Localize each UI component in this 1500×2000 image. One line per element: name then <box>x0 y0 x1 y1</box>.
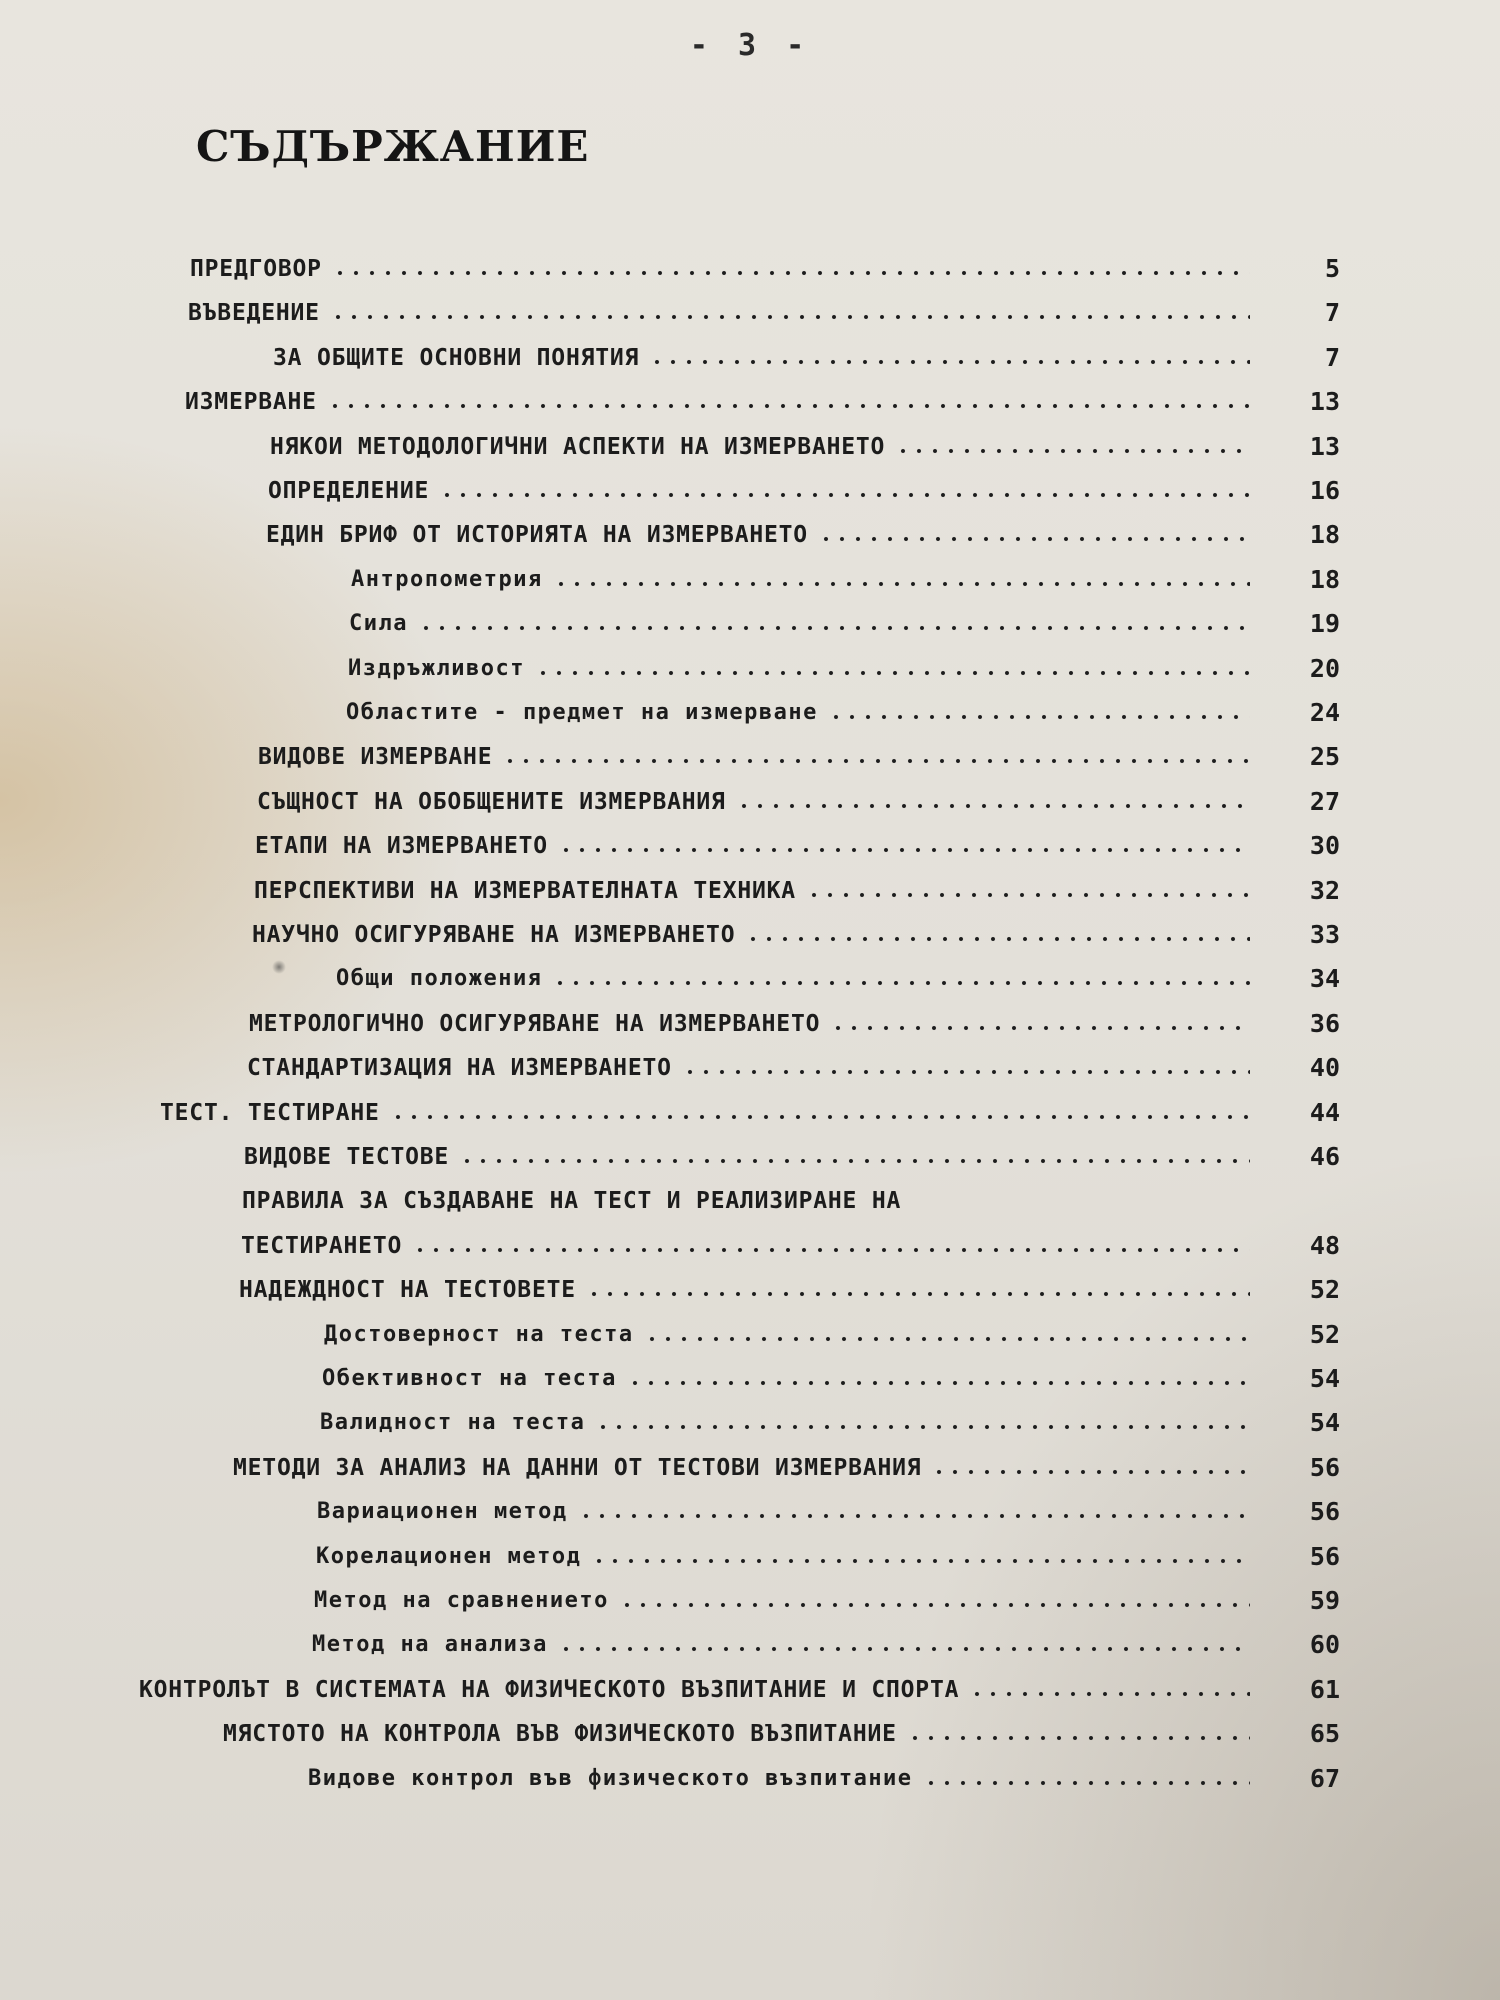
toc-entry[interactable] <box>270 422 1340 462</box>
toc-entry[interactable] <box>249 999 1340 1039</box>
toc-entry[interactable] <box>233 1443 1340 1483</box>
toc-page-number: 32 <box>1309 876 1340 905</box>
toc-page-number: 65 <box>1309 1719 1340 1748</box>
toc-page-number: 5 <box>1324 254 1340 283</box>
toc-entry[interactable] <box>316 1532 1340 1572</box>
dot-leader <box>682 1069 1250 1075</box>
toc-entry[interactable] <box>312 1620 1340 1660</box>
toc-page-number: 48 <box>1309 1231 1340 1260</box>
dot-leader <box>578 1513 1250 1519</box>
toc-page-number: 25 <box>1309 742 1340 771</box>
dot-leader <box>923 1780 1250 1786</box>
dot-leader <box>931 1469 1250 1475</box>
toc-entry-title: Областите - предмет на измерване <box>346 700 818 725</box>
dot-leader <box>736 803 1250 809</box>
toc-entry-title: НАДЕЖДНОСТ НА ТЕСТОВЕТЕ <box>239 1277 576 1303</box>
toc-entry-title: НЯКОИ МЕТОДОЛОГИЧНИ АСПЕКТИ НА ИЗМЕРВАНЕТО <box>270 434 886 460</box>
toc-entry[interactable] <box>336 954 1340 994</box>
toc-entry[interactable] <box>244 1132 1340 1172</box>
toc-entry-title: ОПРЕДЕЛЕНИЕ <box>268 478 430 504</box>
toc-entry[interactable] <box>320 1398 1340 1438</box>
toc-entry[interactable] <box>241 1221 1340 1261</box>
toc-entry[interactable] <box>268 466 1340 506</box>
toc-entry-title: СТАНДАРТИЗАЦИЯ НА ИЗМЕРВАНЕТО <box>247 1055 672 1081</box>
dot-leader <box>595 1424 1250 1430</box>
toc-entry-title: ПЕРСПЕКТИВИ НА ИЗМЕРВАТЕЛНАТА ТЕХНИКА <box>254 878 796 904</box>
dot-leader <box>553 581 1250 587</box>
toc-entry-title: ПРЕДГОВОР <box>190 256 322 282</box>
toc-entry-title: ТЕСТ. ТЕСТИРАНЕ <box>160 1100 380 1126</box>
toc-page-number: 60 <box>1309 1630 1340 1659</box>
toc-entry[interactable] <box>255 821 1340 861</box>
toc-entry-title: ВИДОВЕ ИЗМЕРВАНЕ <box>258 744 493 770</box>
dot-leader <box>907 1735 1250 1741</box>
toc-entry-title: Корелационен метод <box>316 1544 582 1569</box>
toc-page-number: 7 <box>1324 298 1340 327</box>
toc-page-number: 33 <box>1309 920 1340 949</box>
toc-page-number: 54 <box>1309 1408 1340 1437</box>
toc-page-number: 18 <box>1309 565 1340 594</box>
toc-entry[interactable] <box>351 555 1340 595</box>
toc-entry[interactable] <box>190 244 1340 284</box>
toc-entry-title: Достоверност на теста <box>324 1322 634 1347</box>
dot-leader <box>502 758 1250 764</box>
toc-entry-title: ТЕСТИРАНЕТО <box>241 1233 403 1259</box>
dot-leader <box>649 359 1250 365</box>
toc-page-number: 61 <box>1309 1675 1340 1704</box>
toc-page-number: 18 <box>1309 520 1340 549</box>
toc-page-number: 44 <box>1309 1098 1340 1127</box>
toc-entry[interactable] <box>223 1709 1340 1749</box>
dot-leader <box>332 270 1250 276</box>
dot-leader <box>558 1646 1250 1652</box>
dot-leader <box>591 1558 1250 1564</box>
dot-leader <box>818 536 1250 542</box>
toc-entry[interactable] <box>257 777 1340 817</box>
toc-entry-title: ВИДОВЕ ТЕСТОВЕ <box>244 1144 450 1170</box>
toc-entry-title: ИЗМЕРВАНЕ <box>185 389 317 415</box>
toc-page-number: 54 <box>1309 1364 1340 1393</box>
dot-leader <box>535 670 1250 676</box>
toc-page-number: 16 <box>1309 476 1340 505</box>
dot-leader <box>644 1336 1250 1342</box>
table-of-contents <box>0 244 1500 1824</box>
dot-leader <box>439 492 1250 498</box>
toc-entry[interactable] <box>188 288 1340 328</box>
toc-page-number: 13 <box>1309 387 1340 416</box>
toc-page-number: 7 <box>1324 343 1340 372</box>
toc-entry-title: Метод на анализа <box>312 1632 548 1657</box>
toc-entry-title: Обективност на теста <box>322 1366 617 1391</box>
dot-leader <box>828 714 1250 720</box>
toc-page-number: 46 <box>1309 1142 1340 1171</box>
toc-page-number: 34 <box>1309 964 1340 993</box>
toc-entry-title: ЕДИН БРИФ ОТ ИСТОРИЯТА НА ИЗМЕРВАНЕТО <box>266 522 808 548</box>
dot-leader <box>330 314 1250 320</box>
toc-entry-title: МЯСТОТО НА КОНТРОЛА ВЪВ ФИЗИЧЕСКОТО ВЪЗПИТАНИЕ <box>223 1721 897 1747</box>
toc-page-number: 56 <box>1309 1453 1340 1482</box>
toc-page-number: 19 <box>1309 609 1340 638</box>
toc-entry-title: ЗА ОБЩИТЕ ОСНОВНИ ПОНЯТИЯ <box>273 345 640 371</box>
toc-page-number: 13 <box>1309 432 1340 461</box>
toc-page-number: 56 <box>1309 1542 1340 1571</box>
toc-entry-title: НАУЧНО ОСИГУРЯВАНЕ НА ИЗМЕРВАНЕТО <box>252 922 736 948</box>
toc-entry-title: Издръжливост <box>348 656 525 681</box>
toc-entry[interactable] <box>239 1265 1340 1305</box>
toc-page-number: 40 <box>1309 1053 1340 1082</box>
toc-page-number: 27 <box>1309 787 1340 816</box>
toc-entry-title: Метод на сравнението <box>314 1588 609 1613</box>
dot-leader <box>327 403 1250 409</box>
toc-entry[interactable] <box>160 1088 1340 1128</box>
toc-entry[interactable] <box>346 688 1340 728</box>
dot-leader <box>627 1380 1250 1386</box>
dot-leader <box>552 980 1250 986</box>
dot-leader <box>895 448 1250 454</box>
toc-entry[interactable] <box>324 1310 1340 1350</box>
toc-entry[interactable] <box>247 1043 1340 1083</box>
toc-entry-title: Видове контрол във физическото възпитание <box>308 1766 913 1791</box>
toc-entry-title: ВЪВЕДЕНИЕ <box>188 300 320 326</box>
toc-entry-title: ПРАВИЛА ЗА СЪЗДАВАНЕ НА ТЕСТ И РЕАЛИЗИРАНЕ НА <box>242 1188 902 1214</box>
toc-entry-title: ЕТАПИ НА ИЗМЕРВАНЕТО <box>255 833 548 859</box>
dot-leader <box>418 625 1250 631</box>
toc-entry-title: СЪЩНОСТ НА ОБОБЩЕНИТЕ ИЗМЕРВАНИЯ <box>257 789 726 815</box>
toc-entry-title: Валидност на теста <box>320 1410 586 1435</box>
toc-page-number: 36 <box>1309 1009 1340 1038</box>
page-title: СЪДЪРЖАНИЕ <box>196 122 590 171</box>
toc-entry-title: МЕТРОЛОГИЧНО ОСИГУРЯВАНЕ НА ИЗМЕРВАНЕТО <box>249 1011 821 1037</box>
toc-entry-title: Общи положения <box>336 966 543 991</box>
toc-page-number: 52 <box>1309 1275 1340 1304</box>
toc-page-number: 67 <box>1309 1764 1340 1793</box>
toc-page-number: 24 <box>1309 698 1340 727</box>
toc-page-number: 56 <box>1309 1497 1340 1526</box>
dot-leader <box>806 892 1250 898</box>
dot-leader <box>830 1025 1250 1031</box>
toc-entry-title: КОНТРОЛЪТ В СИСТЕМАТА НА ФИЗИЧЕСКОТО ВЪЗПИТАНИЕ И СПОРТА <box>139 1677 960 1703</box>
dot-leader <box>969 1691 1250 1697</box>
dot-leader <box>558 847 1250 853</box>
toc-entry[interactable] <box>322 1354 1340 1394</box>
toc-entry[interactable] <box>317 1487 1340 1527</box>
toc-page-number: 20 <box>1309 654 1340 683</box>
toc-entry[interactable] <box>273 333 1340 373</box>
toc-entry-title: Вариационен метод <box>317 1499 568 1524</box>
toc-page-number: 52 <box>1309 1320 1340 1349</box>
toc-entry[interactable] <box>185 377 1340 417</box>
toc-entry[interactable] <box>314 1576 1340 1616</box>
toc-entry[interactable] <box>349 599 1340 639</box>
toc-entry[interactable] <box>308 1754 1340 1794</box>
dot-leader <box>619 1602 1250 1608</box>
toc-entry[interactable] <box>252 910 1340 950</box>
toc-entry[interactable] <box>242 1176 1340 1216</box>
toc-page-number: 30 <box>1309 831 1340 860</box>
toc-entry-title: Сила <box>349 611 408 636</box>
page-number: - 3 - <box>689 28 811 63</box>
toc-entry-title: Антропометрия <box>351 567 543 592</box>
toc-entry[interactable] <box>266 510 1340 550</box>
toc-entry[interactable] <box>258 732 1340 772</box>
toc-page-number: 59 <box>1309 1586 1340 1615</box>
toc-entry[interactable] <box>348 644 1340 684</box>
toc-entry[interactable] <box>139 1665 1340 1705</box>
dot-leader <box>459 1158 1250 1164</box>
dot-leader <box>586 1291 1250 1297</box>
dot-leader <box>390 1114 1250 1120</box>
toc-entry-title: МЕТОДИ ЗА АНАЛИЗ НА ДАННИ ОТ ТЕСТОВИ ИЗМЕРВАНИЯ <box>233 1455 922 1481</box>
dot-leader <box>745 936 1250 942</box>
toc-entry[interactable] <box>254 866 1340 906</box>
dot-leader <box>412 1247 1250 1253</box>
